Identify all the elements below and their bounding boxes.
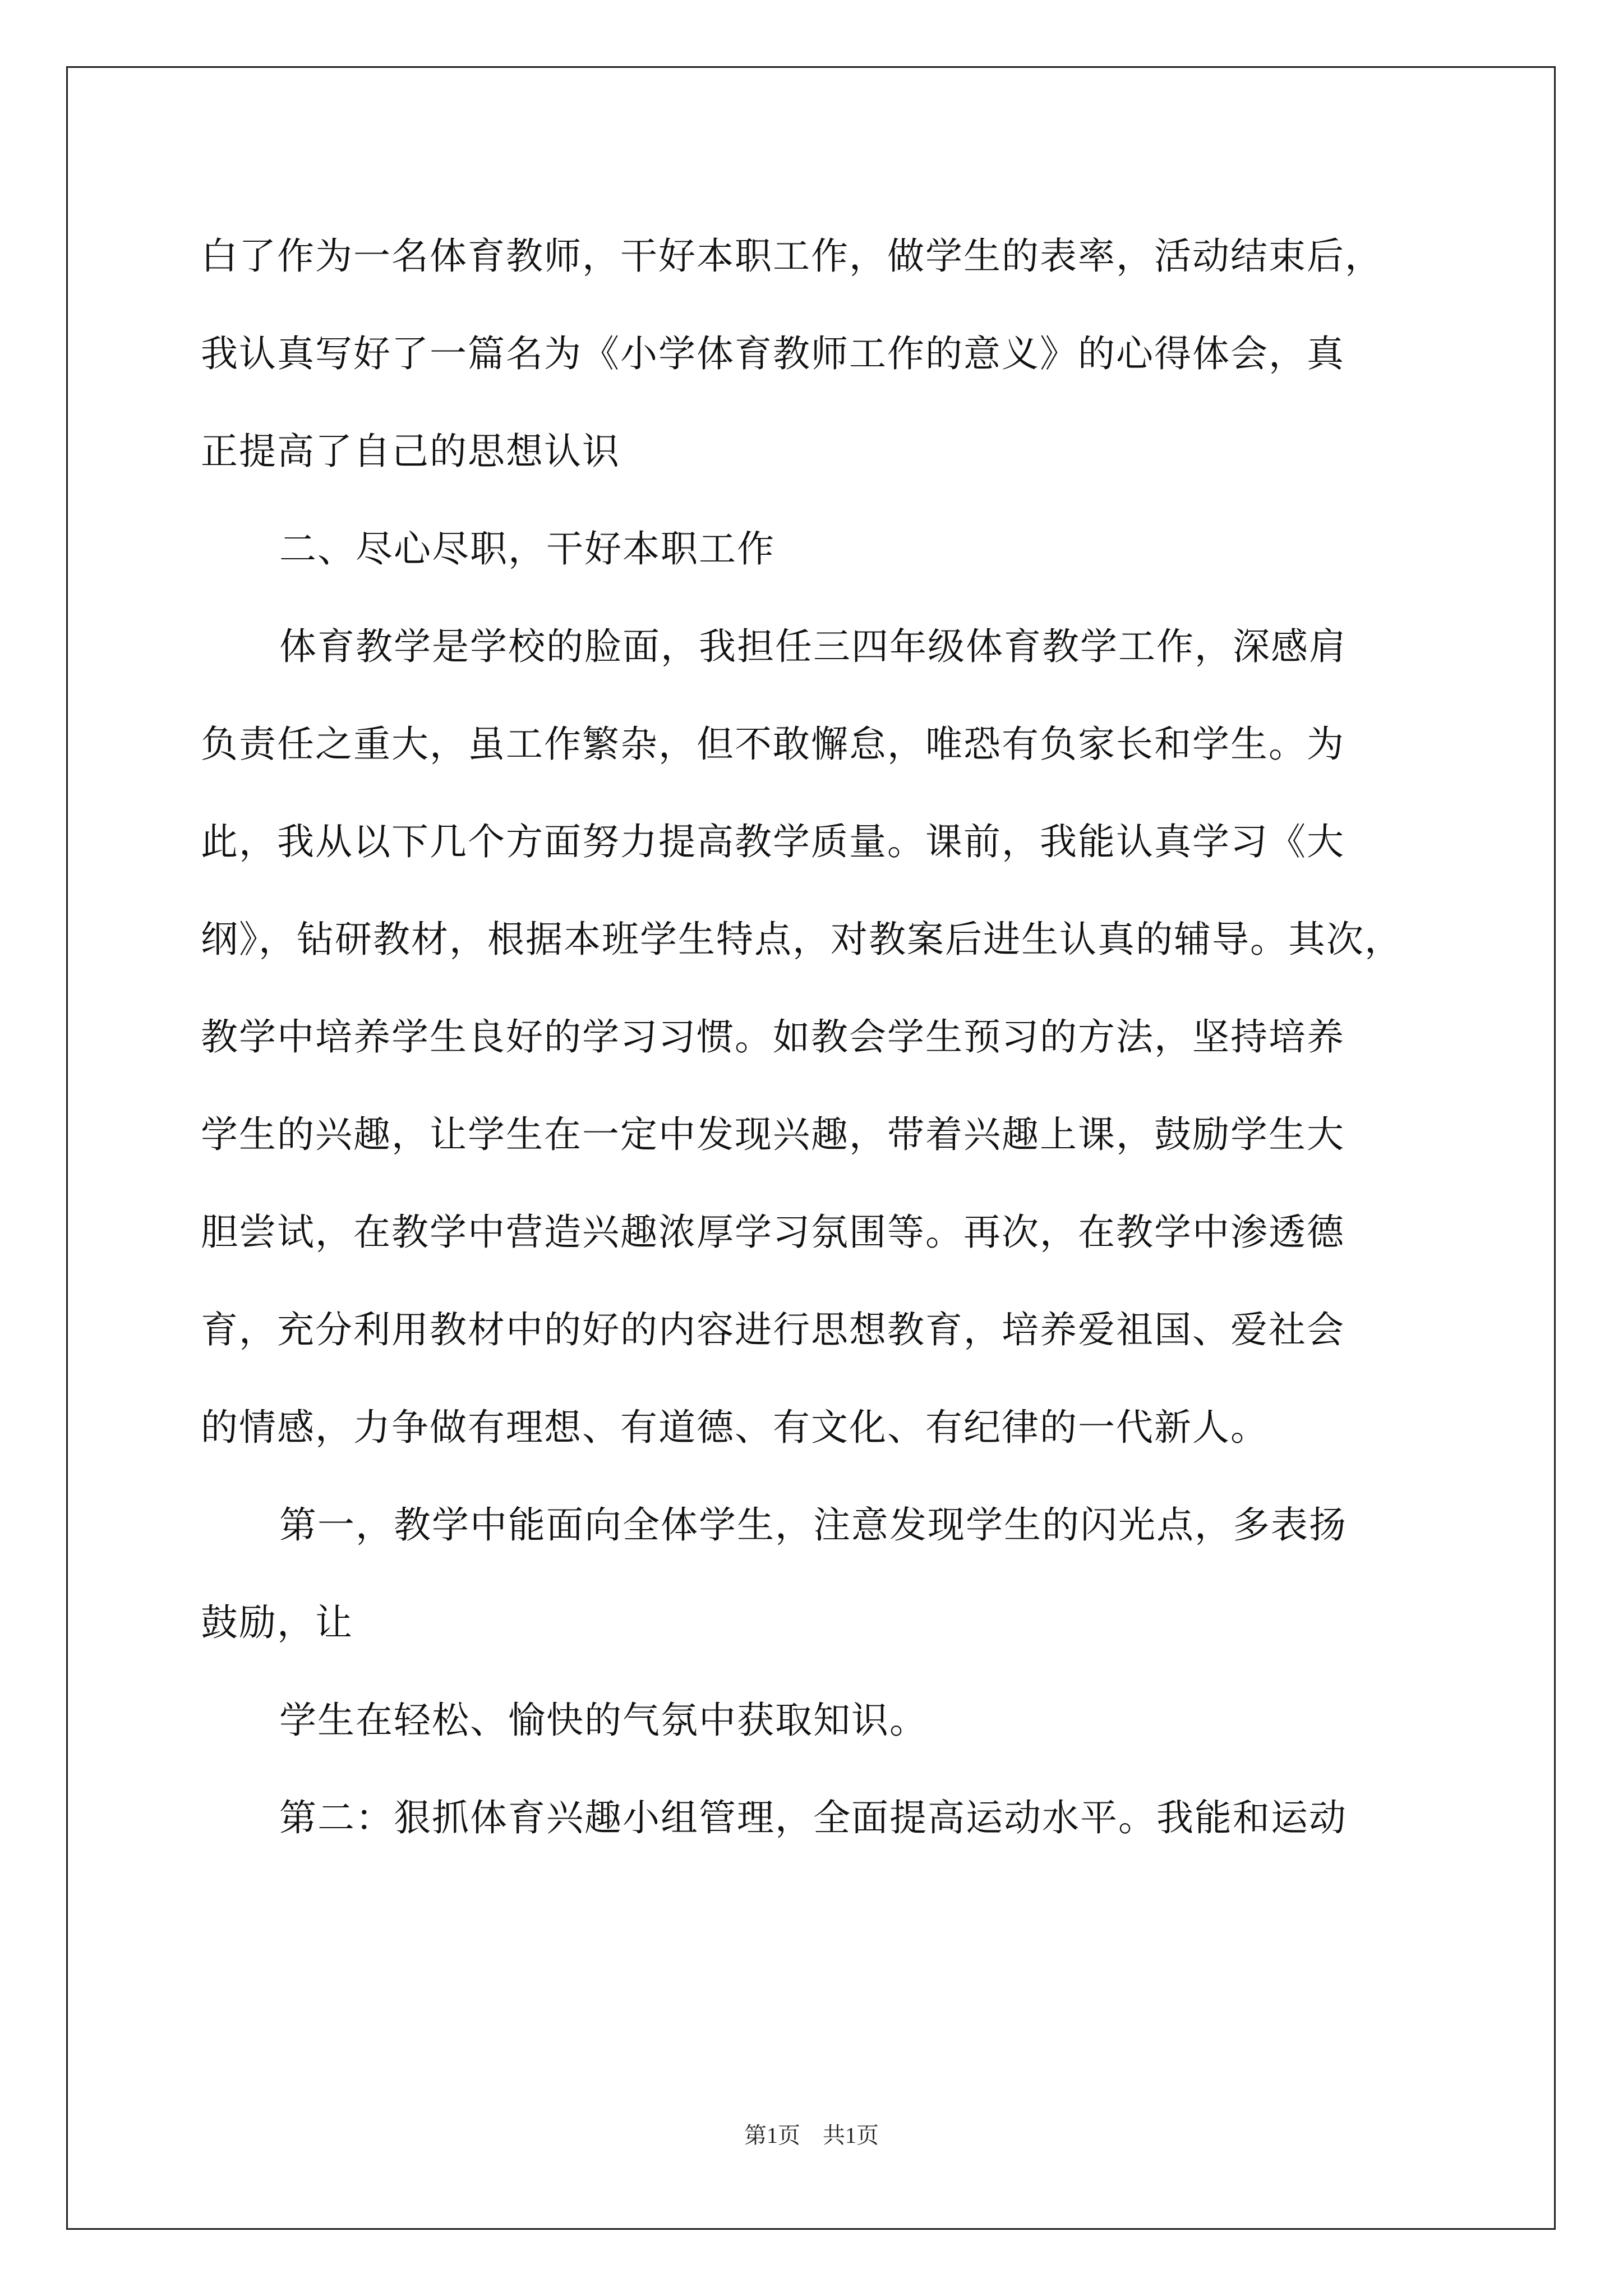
text-line-2: 我认真写好了一篇名为《小学体育教师工作的意义》的心得体会，真 [201, 332, 1345, 375]
text-line-17: 第二：狠抓体育兴趣小组管理，全面提高运动水平。我能和运动 [279, 1796, 1347, 1839]
text-line-3: 正提高了自己的思想认识 [201, 430, 620, 473]
text-line-7: 此，我从以下几个方面努力提高教学质量。课前，我能认真学习《大 [201, 820, 1345, 863]
text-line-6: 负责任之重大，虽工作繁杂，但不敢懈怠，唯恐有负家长和学生。为 [201, 723, 1345, 766]
text-line-16: 学生在轻松、愉快的气氛中获取知识。 [279, 1699, 928, 1742]
text-line-15: 鼓励，让 [201, 1601, 353, 1644]
text-line-1: 白了作为一名体育教师，干好本职工作，做学生的表率，活动结束后， [201, 234, 1383, 278]
text-line-10: 学生的兴趣，让学生在一定中发现兴趣，带着兴趣上课，鼓励学生大 [201, 1113, 1345, 1156]
text-line-12: 育，充分利用教材中的好的内容进行思想教育，培养爱祖国、爱社会 [201, 1308, 1345, 1351]
text-line-9: 教学中培养学生良好的学习习惯。如教会学生预习的方法，坚持培养 [201, 1015, 1345, 1059]
section-heading: 二、尽心尽职，干好本职工作 [279, 527, 775, 570]
text-line-14: 第一，教学中能面向全体学生，注意发现学生的闪光点，多表扬 [279, 1503, 1347, 1547]
text-line-5: 体育教学是学校的脸面，我担任三四年级体育教学工作，深感肩 [279, 625, 1347, 668]
text-line-13: 的情感，力争做有理想、有道德、有文化、有纪律的一代新人。 [201, 1406, 1269, 1449]
text-line-11: 胆尝试，在教学中营造兴趣浓厚学习氛围等。再次，在教学中渗透德 [201, 1211, 1345, 1254]
document-body [201, 208, 1435, 1867]
text-line-8: 纲》，钻研教材，根据本班学生特点，对教案后进生认真的辅导。其次， [201, 918, 1403, 961]
page-number-footer: 第1页 共1页 [744, 2123, 879, 2148]
